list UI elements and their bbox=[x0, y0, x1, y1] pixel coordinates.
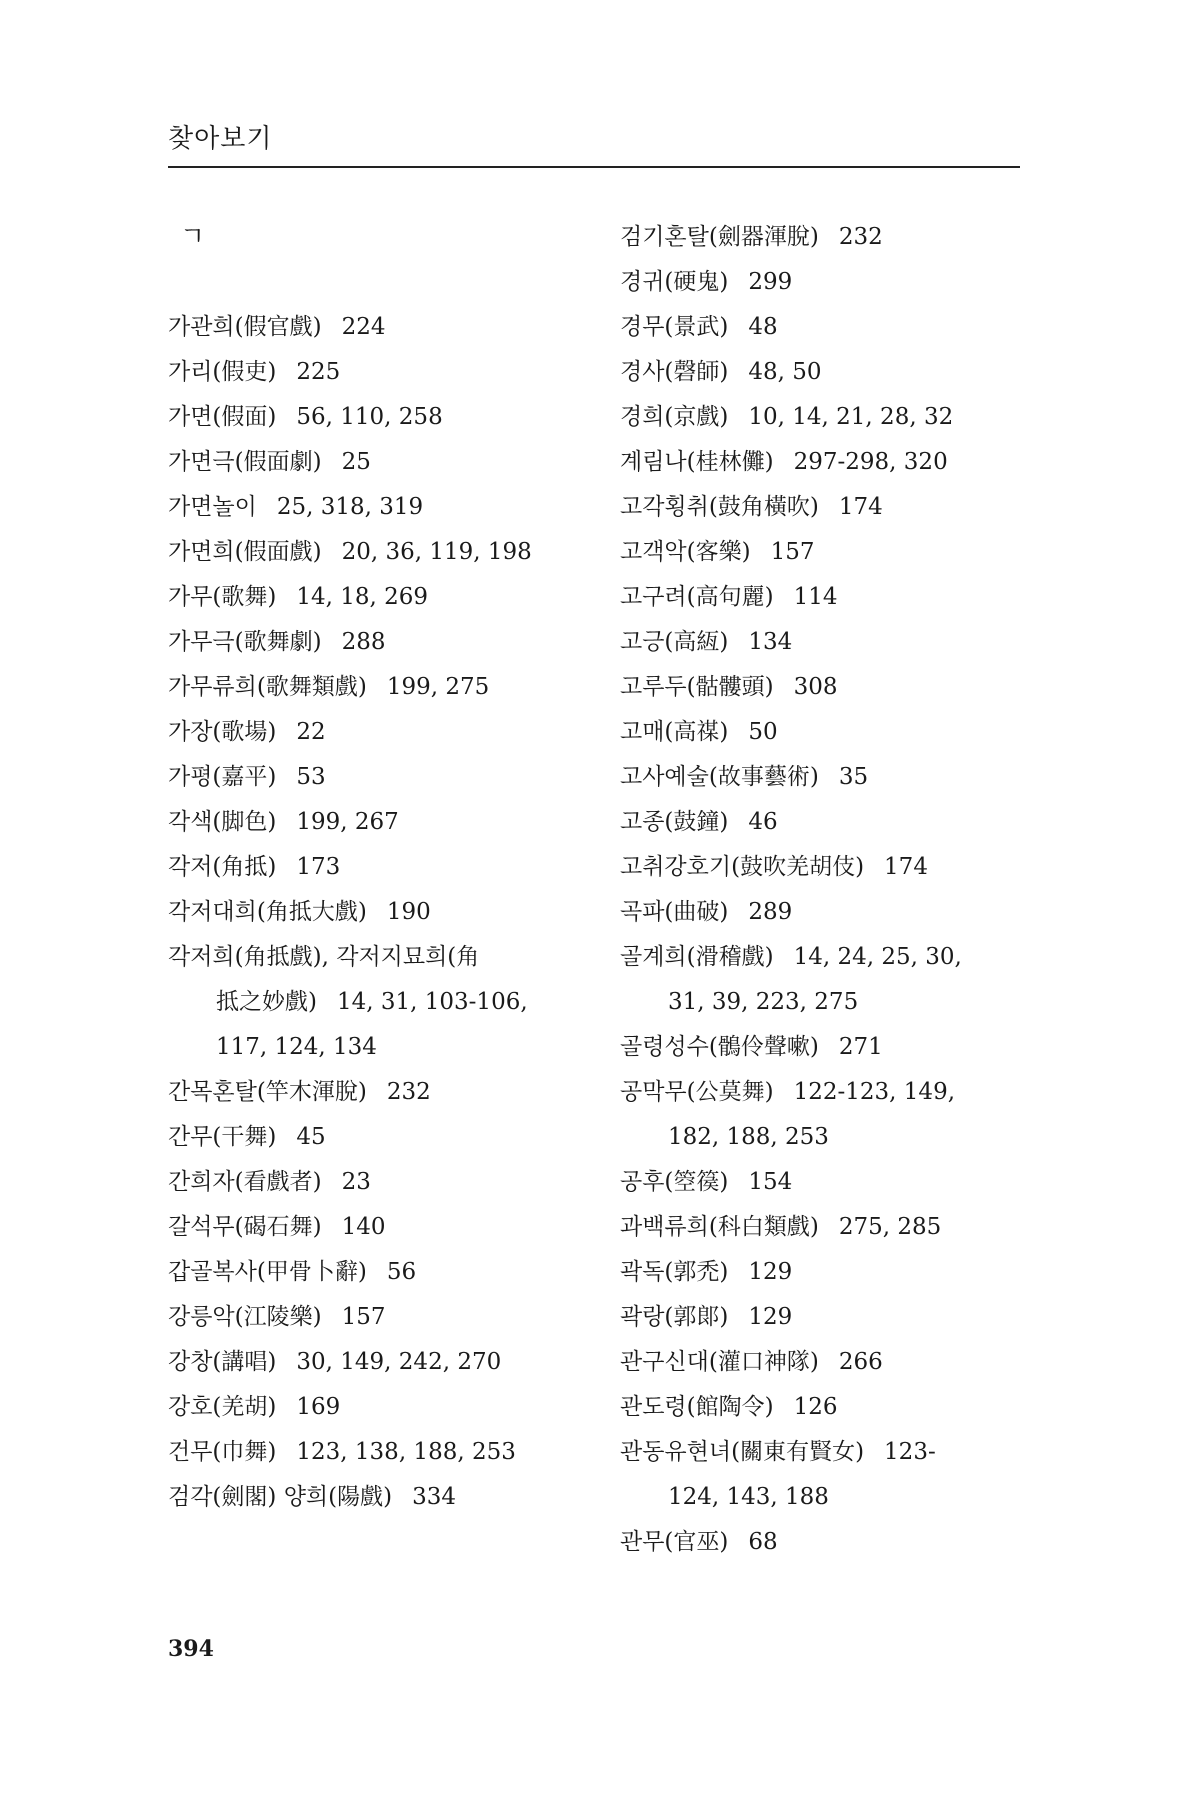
index-term: 건무(巾舞) bbox=[168, 1439, 277, 1465]
index-term: 공막무(公莫舞) bbox=[620, 1079, 774, 1105]
index-entry bbox=[620, 1295, 1040, 1340]
index-pages: 174 bbox=[838, 494, 883, 520]
index-entry bbox=[620, 1205, 1040, 1250]
index-term: 고루두(骷髏頭) bbox=[620, 674, 774, 700]
index-term: 가면희(假面戲) bbox=[168, 539, 322, 565]
index-term: 124, 143, 188 bbox=[668, 1484, 829, 1510]
index-pages: 56, 110, 258 bbox=[296, 404, 443, 430]
index-term: 골령성수(鶻伶聲嗽) bbox=[620, 1034, 819, 1060]
index-pages: 48, 50 bbox=[748, 359, 822, 385]
index-term: 抵之妙戲) bbox=[216, 989, 317, 1015]
index-entry bbox=[168, 980, 598, 1025]
index-entry bbox=[620, 620, 1040, 665]
page-header-title: 찾아보기 bbox=[168, 124, 273, 154]
index-term: 31, 39, 223, 275 bbox=[668, 989, 859, 1015]
index-term: 곽독(郭禿) bbox=[620, 1259, 729, 1285]
index-pages: 123- bbox=[884, 1439, 936, 1465]
index-term: 경희(京戲) bbox=[620, 404, 729, 430]
index-pages: 23 bbox=[341, 1169, 371, 1195]
index-pages: 266 bbox=[838, 1349, 883, 1375]
index-pages: 22 bbox=[296, 719, 326, 745]
index-pages: 297-298, 320 bbox=[793, 449, 948, 475]
index-entry bbox=[620, 665, 1040, 710]
index-term: 갈석무(碣石舞) bbox=[168, 1214, 322, 1240]
index-term: 고긍(高絚) bbox=[620, 629, 729, 655]
index-entry bbox=[168, 1070, 598, 1115]
index-pages: 14, 31, 103-106, bbox=[336, 989, 528, 1015]
header-rule bbox=[168, 166, 1020, 168]
index-term: 곡파(曲破) bbox=[620, 899, 729, 925]
index-entry bbox=[168, 305, 598, 350]
index-pages: 174 bbox=[884, 854, 928, 880]
index-entry bbox=[168, 845, 598, 890]
index-pages: 232 bbox=[386, 1079, 431, 1105]
index-pages: 10, 14, 21, 28, 32 bbox=[748, 404, 954, 430]
index-pages: 20, 36, 119, 198 bbox=[341, 539, 532, 565]
index-term: 가면(假面) bbox=[168, 404, 277, 430]
index-entry bbox=[168, 890, 598, 935]
index-term: 강릉악(江陵樂) bbox=[168, 1304, 322, 1330]
index-entry bbox=[168, 620, 598, 665]
index-pages: 157 bbox=[341, 1304, 386, 1330]
index-term: 곽랑(郭郞) bbox=[620, 1304, 729, 1330]
index-entry bbox=[620, 440, 1040, 485]
index-term: 고취강호기(鼓吹羌胡伎) bbox=[620, 854, 865, 880]
index-term: 고사예술(故事藝術) bbox=[620, 764, 819, 790]
index-entry bbox=[620, 1160, 1040, 1205]
index-term: 갑골복사(甲骨卜辭) bbox=[168, 1259, 367, 1285]
index-pages: 157 bbox=[770, 539, 815, 565]
index-pages: 14, 18, 269 bbox=[296, 584, 429, 610]
index-entry bbox=[168, 755, 598, 800]
index-pages: 25 bbox=[341, 449, 371, 475]
index-entry bbox=[620, 1430, 1040, 1475]
index-term: 간희자(看戲者) bbox=[168, 1169, 322, 1195]
index-pages: 334 bbox=[412, 1484, 456, 1510]
index-entry bbox=[168, 1160, 598, 1205]
index-entry bbox=[620, 935, 1040, 980]
index-pages: 129 bbox=[748, 1304, 793, 1330]
index-entry bbox=[620, 260, 1040, 305]
index-term: 관구신대(灌口神隊) bbox=[620, 1349, 819, 1375]
index-term: 가무(歌舞) bbox=[168, 584, 277, 610]
index-term: 검각(劍閣) 양희(陽戲) bbox=[168, 1484, 393, 1510]
left-entries bbox=[168, 305, 598, 1520]
index-pages: 126 bbox=[793, 1394, 838, 1420]
index-pages: 25, 318, 319 bbox=[276, 494, 424, 520]
index-term: 가리(假吏) bbox=[168, 359, 277, 385]
index-pages: 190 bbox=[386, 899, 431, 925]
index-pages: 50 bbox=[748, 719, 778, 745]
index-entry bbox=[620, 1385, 1040, 1430]
index-term: 경귀(硬鬼) bbox=[620, 269, 729, 295]
index-entry bbox=[168, 1385, 598, 1430]
section-letter: ㄱ bbox=[180, 222, 206, 252]
index-term: 고종(鼓鐘) bbox=[620, 809, 729, 835]
index-term: 가무류희(歌舞類戲) bbox=[168, 674, 367, 700]
index-pages: 68 bbox=[748, 1529, 778, 1555]
index-term: 공후(箜篌) bbox=[620, 1169, 729, 1195]
index-entry bbox=[620, 1475, 1040, 1520]
index-entry bbox=[620, 980, 1040, 1025]
index-term: 가무극(歌舞劇) bbox=[168, 629, 322, 655]
index-entry bbox=[168, 440, 598, 485]
index-entry bbox=[168, 530, 598, 575]
index-pages: 45 bbox=[296, 1124, 326, 1150]
index-term: 가면극(假面劇) bbox=[168, 449, 322, 475]
index-entry bbox=[620, 1070, 1040, 1115]
index-entry bbox=[620, 350, 1040, 395]
index-entry bbox=[168, 935, 598, 980]
index-pages: 114 bbox=[793, 584, 838, 610]
index-term: 골계희(滑稽戲) bbox=[620, 944, 774, 970]
index-term: 182, 188, 253 bbox=[668, 1124, 829, 1150]
index-pages: 232 bbox=[838, 224, 883, 250]
index-entry bbox=[168, 710, 598, 755]
index-term: 가관희(假官戲) bbox=[168, 314, 322, 340]
index-pages: 299 bbox=[748, 269, 793, 295]
index-entry bbox=[168, 1475, 598, 1520]
index-pages: 289 bbox=[748, 899, 793, 925]
index-entry bbox=[620, 305, 1040, 350]
index-entry bbox=[620, 710, 1040, 755]
index-pages: 154 bbox=[748, 1169, 793, 1195]
index-entry bbox=[168, 1250, 598, 1295]
index-term: 간무(干舞) bbox=[168, 1124, 277, 1150]
index-column-right bbox=[620, 215, 1040, 1565]
index-pages: 199, 267 bbox=[296, 809, 399, 835]
index-entry bbox=[620, 755, 1040, 800]
right-entries bbox=[620, 215, 1040, 1565]
index-term: 고매(高禖) bbox=[620, 719, 729, 745]
index-pages: 30, 149, 242, 270 bbox=[296, 1349, 502, 1375]
index-term: 경무(景武) bbox=[620, 314, 729, 340]
index-entry bbox=[620, 1115, 1040, 1160]
index-pages: 129 bbox=[748, 1259, 793, 1285]
index-term: 강창(講唱) bbox=[168, 1349, 277, 1375]
index-term: 간목혼탈(竿木渾脫) bbox=[168, 1079, 367, 1105]
index-entry bbox=[168, 1340, 598, 1385]
page-number: 394 bbox=[168, 1636, 214, 1662]
index-entry bbox=[620, 890, 1040, 935]
index-term: 가장(歌場) bbox=[168, 719, 277, 745]
index-pages: 308 bbox=[793, 674, 838, 700]
index-pages: 122-123, 149, bbox=[793, 1079, 956, 1105]
index-term: 관동유현녀(關東有賢女) bbox=[620, 1439, 865, 1465]
index-entry bbox=[620, 1520, 1040, 1565]
index-column-left bbox=[168, 215, 598, 1520]
index-pages: 199, 275 bbox=[386, 674, 490, 700]
index-entry bbox=[168, 1115, 598, 1160]
index-term: 검기혼탈(劍器渾脫) bbox=[620, 224, 819, 250]
index-term: 고구려(高句麗) bbox=[620, 584, 774, 610]
index-entry bbox=[620, 575, 1040, 620]
index-term: 경사(磬師) bbox=[620, 359, 729, 385]
index-entry bbox=[168, 1295, 598, 1340]
index-entry bbox=[168, 1025, 598, 1070]
index-term: 계림나(桂林儺) bbox=[620, 449, 774, 475]
index-entry bbox=[620, 1340, 1040, 1385]
index-term: 강호(羌胡) bbox=[168, 1394, 277, 1420]
index-term: 가평(嘉平) bbox=[168, 764, 277, 790]
index-entry bbox=[620, 215, 1040, 260]
index-entry bbox=[620, 485, 1040, 530]
index-entry bbox=[620, 530, 1040, 575]
index-pages: 46 bbox=[748, 809, 778, 835]
index-entry bbox=[168, 1430, 598, 1475]
index-pages: 53 bbox=[296, 764, 326, 790]
index-entry bbox=[620, 1025, 1040, 1070]
index-term: 고객악(客樂) bbox=[620, 539, 751, 565]
index-term: 고각횡취(鼓角橫吹) bbox=[620, 494, 819, 520]
index-entry bbox=[168, 395, 598, 440]
index-term: 관도령(館陶令) bbox=[620, 1394, 774, 1420]
index-pages: 288 bbox=[341, 629, 386, 655]
index-pages: 173 bbox=[296, 854, 341, 880]
index-pages: 14, 24, 25, 30, bbox=[793, 944, 962, 970]
index-entry bbox=[168, 1205, 598, 1250]
index-pages: 169 bbox=[296, 1394, 341, 1420]
index-entry bbox=[620, 800, 1040, 845]
index-entry bbox=[620, 395, 1040, 440]
index-pages: 48 bbox=[748, 314, 778, 340]
index-entry bbox=[620, 1250, 1040, 1295]
index-pages: 275, 285 bbox=[838, 1214, 942, 1240]
index-pages: 225 bbox=[296, 359, 341, 385]
index-pages: 123, 138, 188, 253 bbox=[296, 1439, 516, 1465]
index-pages: 224 bbox=[341, 314, 386, 340]
index-entry bbox=[168, 485, 598, 530]
index-term: 각색(脚色) bbox=[168, 809, 277, 835]
index-term: 117, 124, 134 bbox=[216, 1034, 377, 1060]
index-entry bbox=[168, 665, 598, 710]
index-term: 각저희(角抵戲), 각저지묘희(角 bbox=[168, 944, 480, 970]
index-term: 각저대희(角抵大戲) bbox=[168, 899, 367, 925]
index-entry bbox=[620, 845, 1040, 890]
index-pages: 271 bbox=[838, 1034, 883, 1060]
index-term: 관무(官巫) bbox=[620, 1529, 729, 1555]
index-term: 가면놀이 bbox=[168, 494, 257, 520]
index-term: 각저(角抵) bbox=[168, 854, 277, 880]
index-entry bbox=[168, 350, 598, 395]
index-term: 과백류희(科白類戲) bbox=[620, 1214, 819, 1240]
index-pages: 35 bbox=[838, 764, 869, 790]
index-entry bbox=[168, 575, 598, 620]
index-pages: 140 bbox=[341, 1214, 386, 1240]
index-pages: 56 bbox=[386, 1259, 417, 1285]
index-pages: 134 bbox=[748, 629, 793, 655]
index-entry bbox=[168, 800, 598, 845]
